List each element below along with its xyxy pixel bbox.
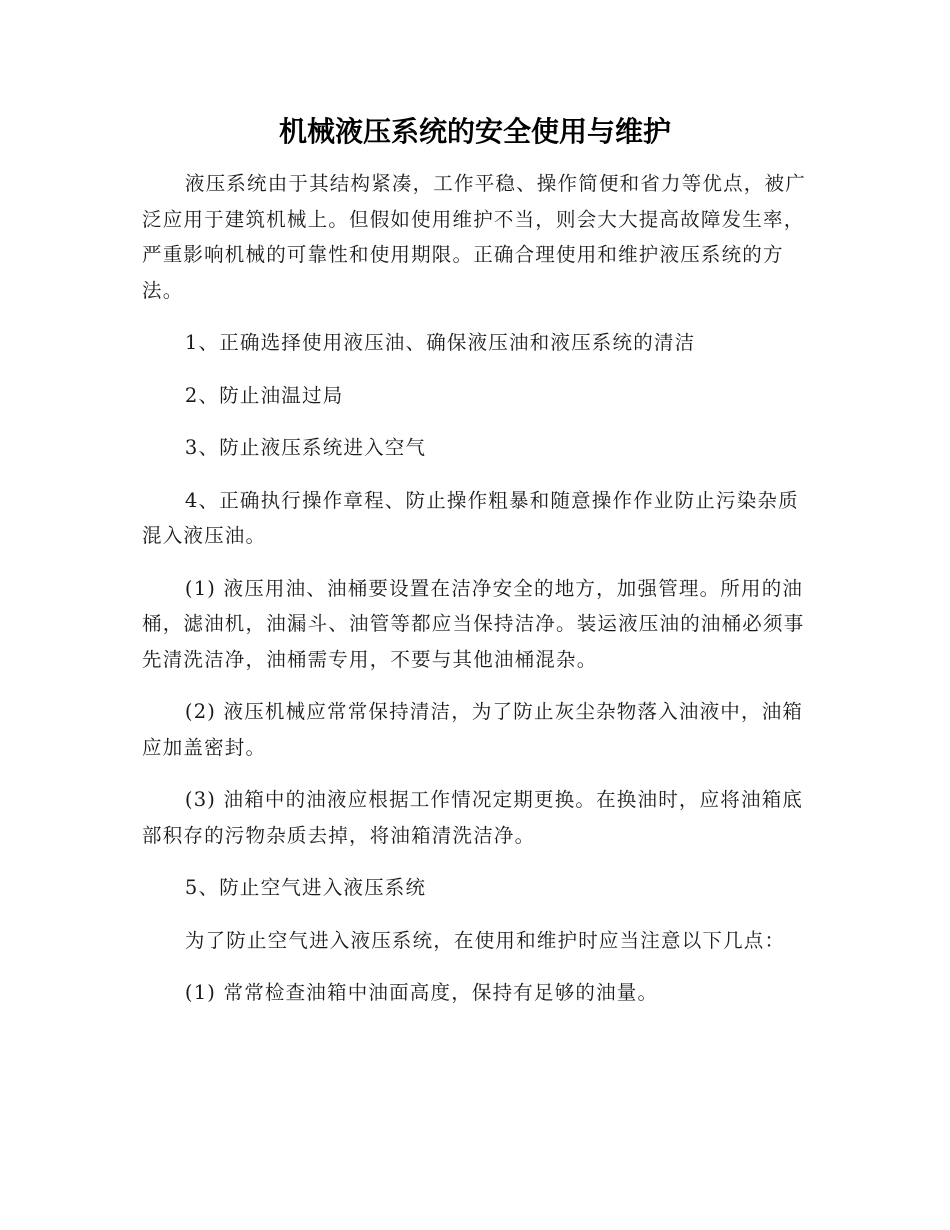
paragraph-item-5: 5、防止空气进入液压系统 xyxy=(184,876,427,899)
paragraph-sub-2: (2) 液压机械应常常保持清洁，为了防止灰尘杂物落入油液中，油箱应加盖密封。 xyxy=(142,700,804,759)
document-body xyxy=(142,166,810,1028)
paragraph-note: 为了防止空气进入液压系统，在使用和维护时应当注意以下几点： xyxy=(184,928,786,952)
paragraph-item-4: 4、正确执行操作章程、防止操作粗暴和随意操作作业防止污染杂质混入液压油。 xyxy=(142,488,799,547)
paragraph-sub-3: (3) 油箱中的油液应根据工作情况定期更换。在换油时，应将油箱底部积存的污物杂质去掉，将油箱清洗洁净。 xyxy=(142,788,804,847)
paragraph-item-1: 1、正确选择使用液压油、确保液压油和液压系统的清洁 xyxy=(184,331,696,354)
paragraph-item-3: 3、防止液压系统进入空气 xyxy=(184,436,427,459)
paragraph-item-2: 2、防止油温过局 xyxy=(184,383,344,407)
document-title: 机械液压系统的安全使用与维护 xyxy=(278,115,671,148)
paragraph-sub-4: (1) 常常检查油箱中油面高度，保持有足够的油量。 xyxy=(184,981,659,1004)
paragraph-sub-1: (1) 液压用油、油桶要设置在洁净安全的地方，加强管理。所用的油桶，滤油机，油漏斗、油管等都应当保持洁净。装运液压油的油桶必须事先清洗洁净，油桶需专用，不要与其他油桶混杂。 xyxy=(142,576,805,671)
paragraph-intro: 液压系统由于其结构紧凑，工作平稳、操作简便和省力等优点，被广泛应用于建筑机械上。但假如使用维护不当，则会大大提高故障发生率，严重影响机械的可靠性和使用期限。正确合理使用和维护液压系统的方法。 xyxy=(142,172,806,302)
